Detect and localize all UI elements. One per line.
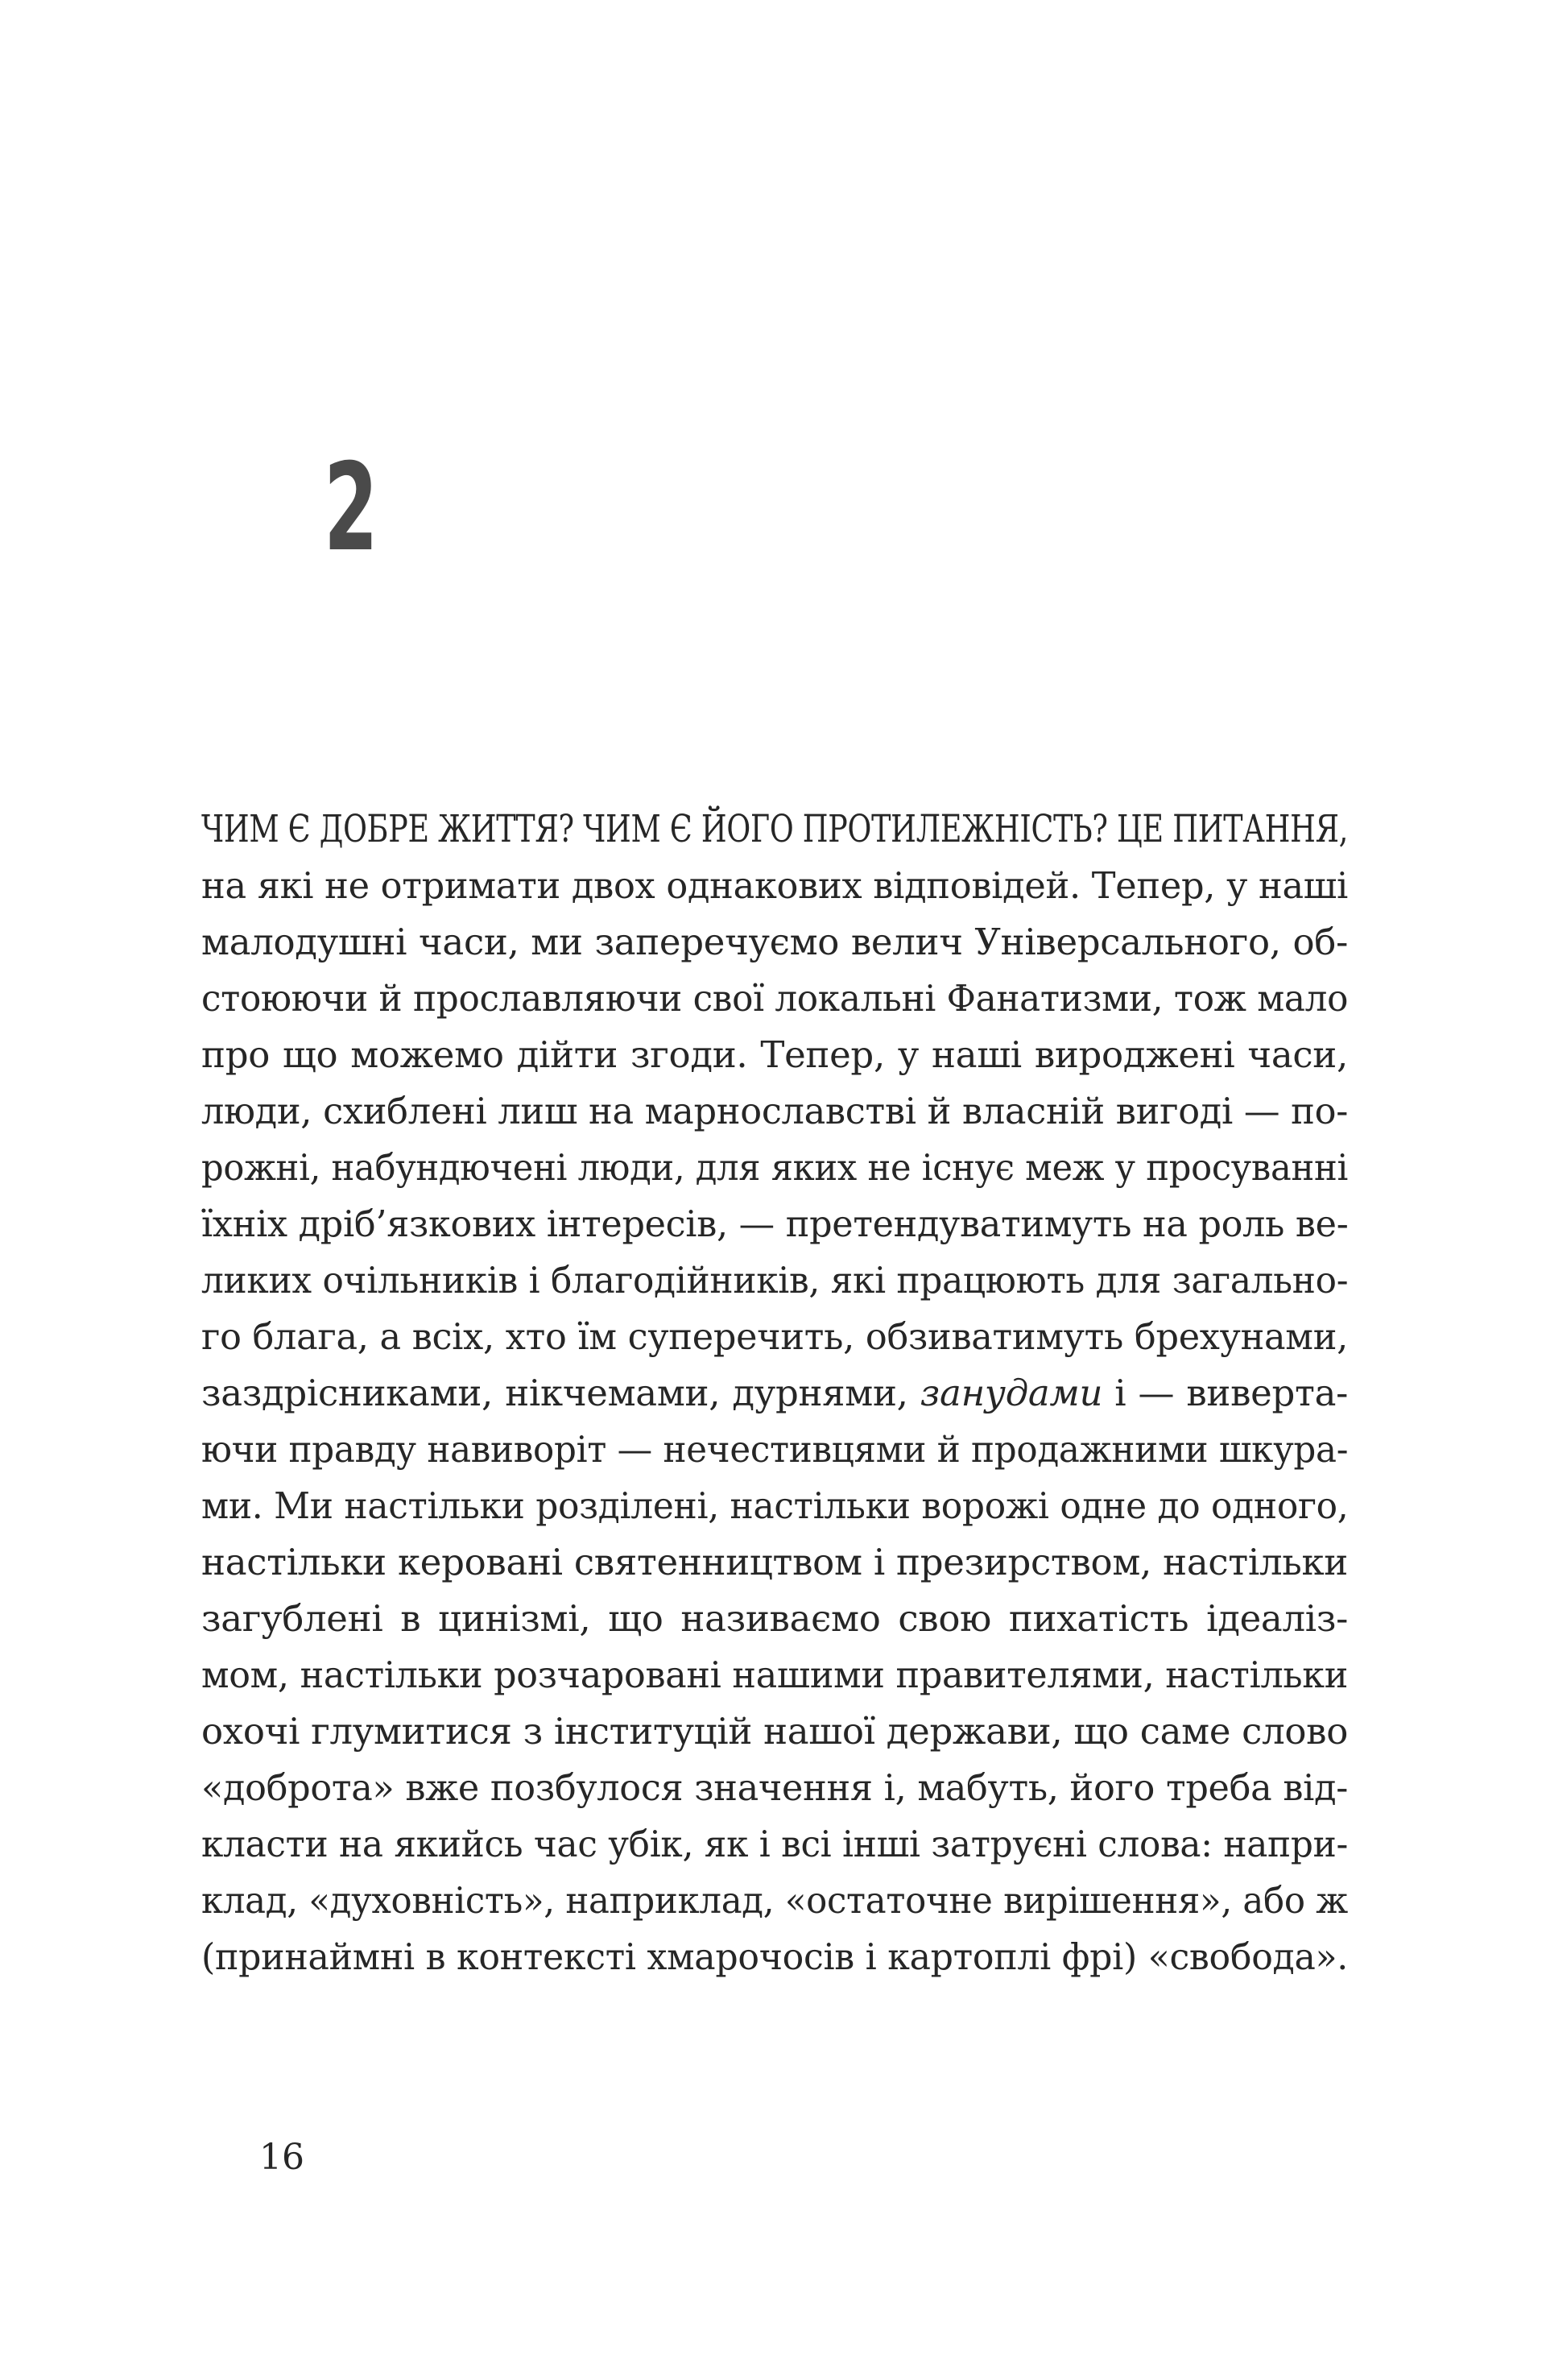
body-line-11: [201, 1365, 1348, 1422]
body-line-17: охочі глумитися з інституцій нашої держави, що саме слово: [201, 1710, 1348, 1753]
body-line-4: стоюючи й прославляючи свої локальні Фанатизми, тож мало: [201, 977, 1349, 1020]
body-line-12: ючи правду навиворіт — нечестивцями й продажними шкура-: [201, 1428, 1349, 1471]
body-line-6: люди, схиблені лиш на марнославстві й власній вигоді — по-: [201, 1090, 1348, 1132]
body-line-5: про що можемо дійти згоди. Тепер, у наші вироджені часи,: [201, 1033, 1348, 1076]
body-line-11-start: заздрісниками, нікчемами, дурнями,: [201, 1372, 920, 1414]
body-line-3: малодушні часи, ми заперечуємо велич Універсального, об-: [201, 921, 1348, 963]
body-line-20: клад, «духовність», наприклад, «остаточне вирішення», або ж: [201, 1879, 1348, 1922]
body-line-21: (принаймні в контексті хмарочосів і картоплі фрі) «свобода».: [201, 1935, 1349, 1978]
body-line-10: го блага, а всіх, хто їм суперечить, обзиватимуть брехунами,: [201, 1315, 1348, 1358]
body-line-2: на які не отримати двох однакових відповідей. Тепер, у наші: [201, 864, 1348, 907]
body-line-1: ЧИМ Є ДОБРЕ ЖИТТЯ? ЧИМ Є ЙОГО ПРОТИЛЕЖНІСТЬ? ЦЕ ПИТАННЯ,: [201, 807, 1349, 851]
body-line-18: «доброта» вже позбулося значення і, мабуть, його треба від-: [201, 1766, 1348, 1809]
body-line-9: ликих очільників і благодійників, які працюють для загально-: [201, 1259, 1349, 1302]
page-number: 16: [259, 2137, 304, 2178]
body-line-15: загублені в цинізмі, що називаємо свою пихатість ідеаліз-: [201, 1597, 1348, 1640]
body-line-11-end: і — виверта-: [1102, 1372, 1349, 1414]
body-line-14: настільки керовані святенництвом і презирством, настільки: [201, 1541, 1348, 1583]
body-line-7: рожні, набундючені люди, для яких не існує меж у просуванні: [201, 1146, 1348, 1189]
chapter-number: 2: [324, 438, 378, 578]
body-text: [201, 801, 1348, 1985]
body-line-13: ми. Ми настільки розділені, настільки ворожі одне до одного,: [201, 1484, 1349, 1527]
body-line-8: їхніх дріб’язкових інтересів, — претендуватимуть на роль ве-: [201, 1202, 1349, 1245]
body-line-16: мом, настільки розчаровані нашими правителями, настільки: [201, 1654, 1349, 1696]
emphasis-word: занудами: [920, 1372, 1103, 1414]
body-line-19: класти на якийсь час убік, як і всі інші затруєні слова: напри-: [201, 1823, 1348, 1865]
